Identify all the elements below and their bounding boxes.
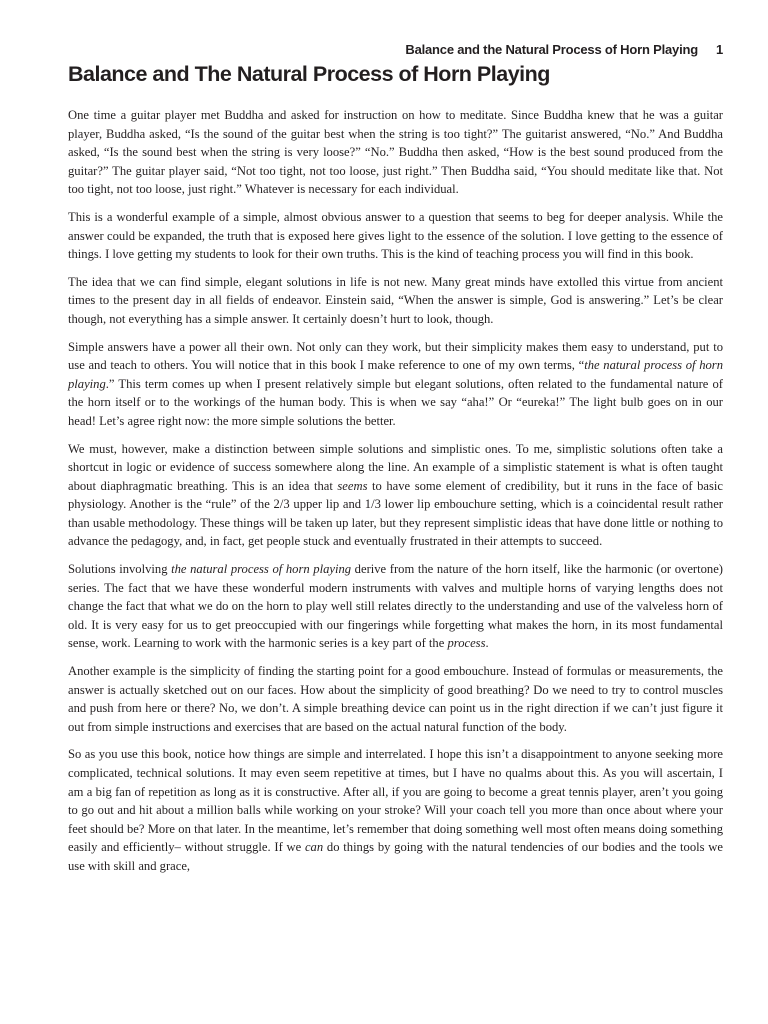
paragraph-4-emphasis: the natural process of horn playing	[68, 358, 723, 391]
paragraph-8	[68, 745, 723, 875]
paragraph-4-text-b: .” This term comes up when I present relatively simple but elegant solutions, often related to the fundamental nature of the horn itself or to the workings of the human body. This is when we say “aha!” Or “eureka!” The light bulb goes on in our head! Let’s agree right now: the more simple solutions the better.	[68, 376, 723, 428]
paragraph-8-text-b: do things by going with the natural tendencies of our bodies and the tools we use with skill and grace,	[68, 840, 723, 873]
paragraph-6-text-a: Solutions involving	[68, 562, 172, 577]
paragraph-7-text: Another example is the simplicity of finding the starting point for a good embouchure. Instead of formulas or measurements, the answer is actually sketched out on our faces. How about the simplicity of good breathing? Do we need to try to control muscles and push from here or there? No, we don’t. A simple breathing device can point us in the right direction if we can’t just figure it out from simple instructions and exercises that are based on the actual natural function of the body.	[68, 664, 723, 734]
paragraph-5-text-b: to have some element of credibility, but it runs in the face of basic physiology. Another is the “rule” of the 2/3 upper lip and 1/3 lower lip embouchure setting, which is a coincidental result rather than usable methodology. These things will be taken up later, but they represent simplistic ideas that have done little or nothing to advance the pedagogy, and, in fact, get people stuck and eventually frustrated in their attempts to succeed.	[68, 478, 724, 549]
paragraph-1	[68, 106, 723, 199]
paragraph-4-text-a: Simple answers have a power all their own. Not only can they work, but their simplicity makes them easy to understand, put to use and teach to others. You will notice that in this book I make reference to one of my own terms, “	[68, 339, 723, 373]
paragraph-3	[68, 273, 723, 329]
paragraph-6	[68, 560, 723, 653]
running-header	[68, 42, 723, 57]
paragraph-5-emphasis: seems	[337, 478, 368, 493]
paragraph-3-text: The idea that we can find simple, elegant solutions in life is not new. Many great minds have extolled this virtue from ancient times to the present day in all fields of endeavor. Einstein said, “When the answer is simple, God is answering.” Let’s be clear though, not everything has a simple answer. It certainly doesn’t hurt to look, though.	[68, 274, 723, 326]
body-text	[68, 106, 723, 885]
paragraph-6-text-b: derive from the nature of the horn itself, like the harmonic (or overtone) series. The fact that we have these wonderful modern instruments with valves and multiple horns of varying lengths does not change the fact that what we do on the horn to play well still relates directly to the understanding and use of the valveless horn of old. It is very easy for us to get preoccupied with our fingerings while forgetting what makes the horn, in its most fundamental sense, work. Learning to work with the harmonic series is a key part of the	[68, 562, 723, 651]
chapter-title: Balance and The Natural Process of Horn Playing	[68, 62, 550, 86]
paragraph-6-emphasis: the natural process of horn playing	[171, 562, 352, 577]
paragraph-1-text: One time a guitar player met Buddha and asked for instruction on how to meditate. Since Buddha knew that he was a guitar player, Buddha asked, “Is the sound of the guitar best when the string is too tight?” The guitarist answered, “No.” And Buddha asked, “Is the sound best when the string is very loose?” “No.” Buddha then asked, “How is the best sound produced from the guitar?” The guitar player said, “Not too tight, not too loose, just right.” Then Buddha said, “You should meditate like that. Not too tight, not too loose, just right.” Whatever is necessary for each individual.	[68, 108, 723, 197]
paragraph-8-text-a: So as you use this book, notice how things are simple and interrelated. I hope this isn’t a disappointment to anyone seeking more complicated, technical solutions. It may even seem repetitive at times, but I have no qualms about this. As you will ascertain, I am a big fan of repetition as long as it is constructive. After all, if you are going to become a great tennis player, aren’t you going to go out and hit about a million balls while working on your stroke? Will your coach tell you more than once about where your feet should be? More on that later. In the meantime, let’s remember that doing something well most often means doing something easily and efficiently– without struggle. If we	[68, 747, 723, 855]
paragraph-6-emphasis-2: process	[447, 636, 486, 651]
paragraph-7	[68, 662, 723, 736]
paragraph-8-emphasis: can	[304, 840, 324, 855]
running-head-title: Balance and the Natural Process of Horn Playing	[405, 42, 698, 57]
paragraph-5-text-a: We must, however, make a distinction between simple solutions and simplistic ones. To me, simplistic solutions often take a shortcut in logic or evidence of success somewhere along the line. An example of a simplistic statement is what is often taught about diaphragmatic breathing. This is an idea that	[68, 441, 723, 493]
paragraph-2-text: This is a wonderful example of a simple, almost obvious answer to a question that seems to beg for deeper analysis. While the answer could be expanded, the truth that is exposed here gives light to the essence of the solution. I love getting to the essence of things. I love getting my students to look for their own truths. This is the kind of teaching process you will find in this book.	[68, 209, 723, 262]
page-number: 1	[715, 42, 723, 57]
paragraph-2	[68, 208, 723, 264]
paragraph-6-text-c: .	[485, 636, 489, 651]
paragraph-5	[68, 440, 723, 552]
paragraph-4	[68, 338, 723, 431]
